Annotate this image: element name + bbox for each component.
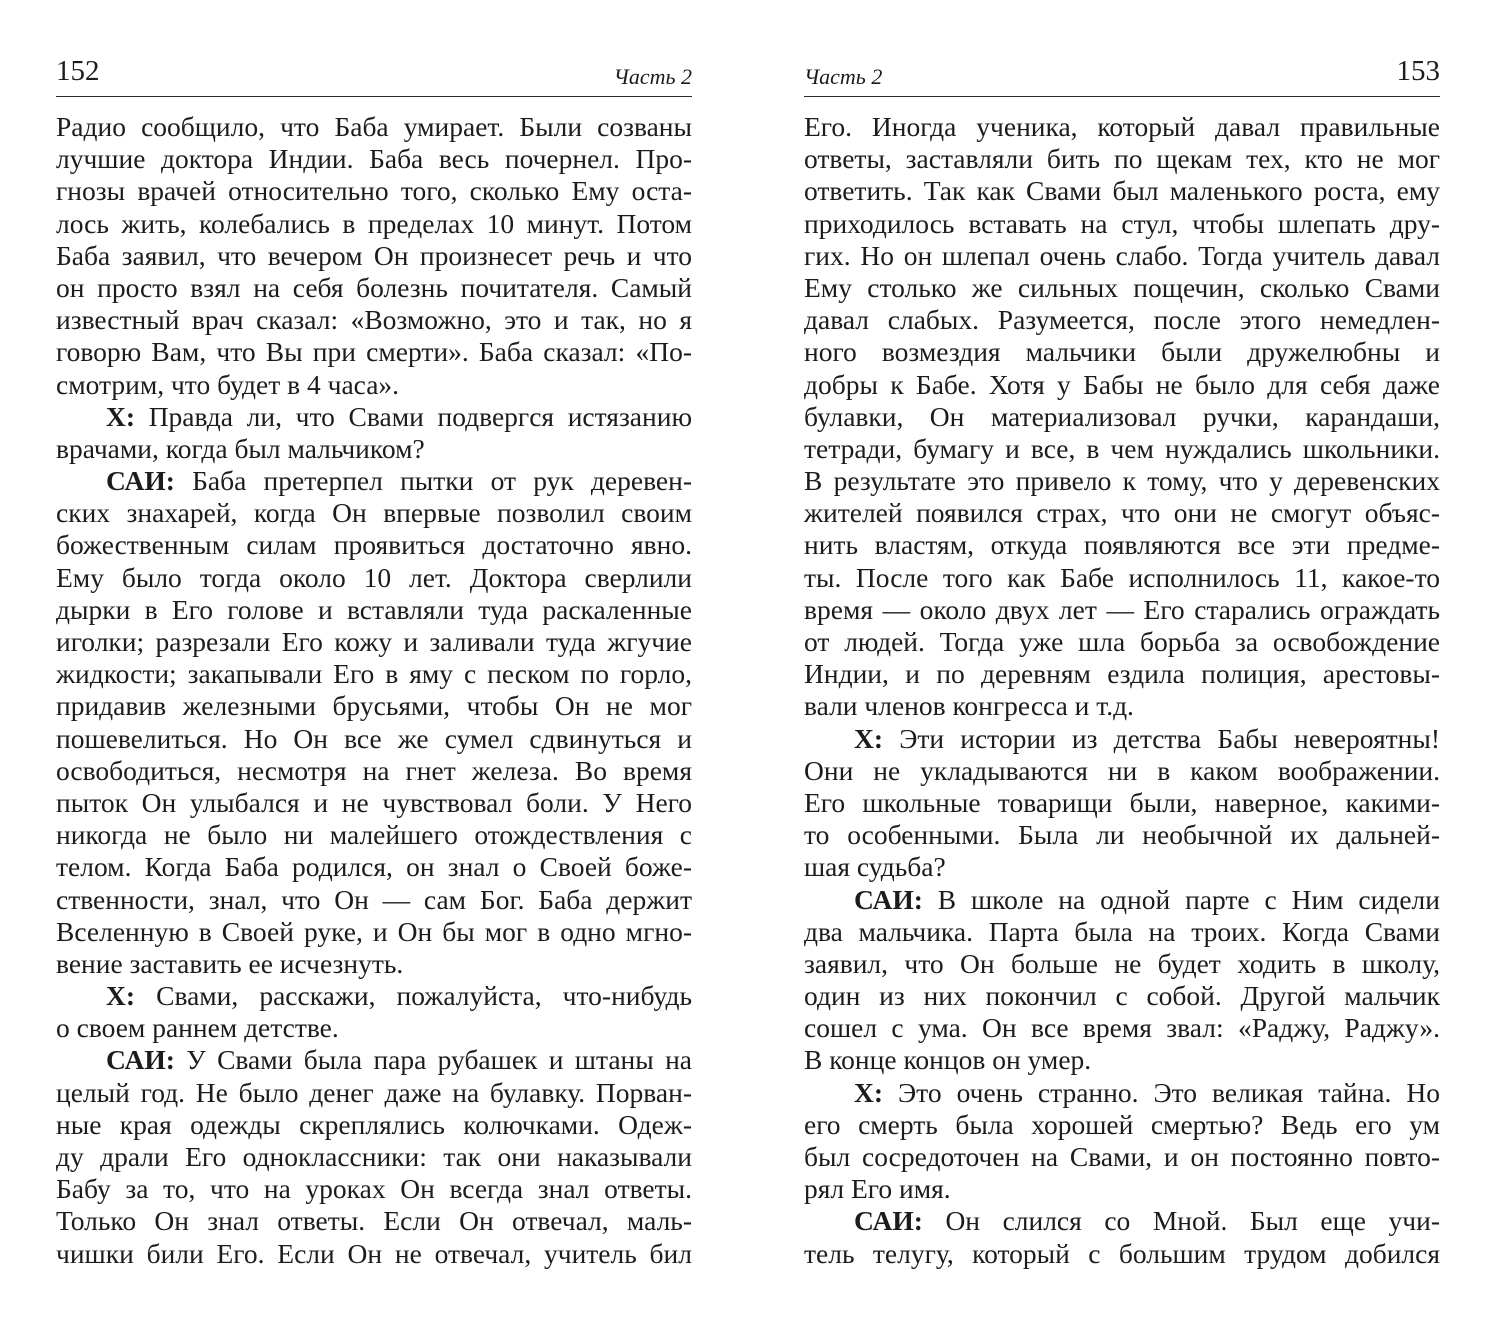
text-line <box>804 916 1440 948</box>
line-text: шая судьба? <box>804 851 946 883</box>
line-text: В конце концов он умер. <box>804 1044 1092 1076</box>
line-text: сошел с ума. Он все время звал: «Раджу, Раджу». <box>804 1012 1440 1044</box>
line-text: гих. Но он шлепал очень слабо. Тогда учитель давал <box>804 239 1440 271</box>
text-line <box>56 1173 692 1205</box>
line-text: булавки, Он материализовал ручки, карандаши, <box>804 400 1440 432</box>
speaker-label: САИ: <box>106 465 175 497</box>
line-text: ду драли Его одноклассники: так они наказывали <box>56 1141 692 1172</box>
line-text: его смерть была хорошей смертью? Ведь его ум <box>804 1108 1440 1140</box>
line-text: Он слился со Мной. Был еще учи- <box>922 1205 1440 1237</box>
line-text: два мальчика. Парта была на троих. Когда Свами <box>804 915 1440 947</box>
text-line <box>56 336 692 368</box>
line-text: давал слабых. Разумеется, после этого немедлен- <box>804 304 1440 336</box>
text-line <box>56 240 692 272</box>
line-text: лучшие доктора Индии. Баба весь почернел. Про- <box>56 143 692 175</box>
line-text: пыток Он улыбался и не чувствовал боли. У Него <box>56 786 692 818</box>
text-line <box>56 497 692 529</box>
text-line <box>56 401 692 433</box>
line-text: В школе на одной парте с Ним сидели <box>922 883 1440 915</box>
text-line <box>804 401 1440 433</box>
right-running-head <box>804 52 1440 97</box>
text-line <box>804 304 1440 336</box>
line-text: божественным силам проявиться достаточно явно. <box>56 529 692 561</box>
line-text: был сосредоточен на Свами, и он постоянно повто- <box>804 1141 1440 1172</box>
text-line <box>56 369 692 401</box>
text-line <box>804 819 1440 851</box>
text-line <box>56 690 692 722</box>
text-line <box>804 980 1440 1012</box>
text-line <box>56 948 692 980</box>
text-line <box>56 851 692 883</box>
speaker-label: Х: <box>106 980 136 1012</box>
line-text: У Свами была пара рубашек и штаны на <box>174 1044 692 1076</box>
line-text: Бабу за то, что на уроках Он всегда знал ответы. <box>56 1173 692 1205</box>
speaker-label: САИ: <box>854 1205 923 1237</box>
line-text: то особенными. Была ли необычной их дальней- <box>804 819 1440 851</box>
line-text: чишки били Его. Если Он не отвечал, учитель бил <box>56 1237 692 1269</box>
speaker-label: Х: <box>854 722 884 754</box>
text-line <box>804 690 1440 722</box>
speaker-label: САИ: <box>854 883 923 915</box>
text-line <box>56 755 692 787</box>
text-line <box>804 594 1440 626</box>
line-text: говорю Вам, что Вы при смерти». Баба сказал: «По- <box>56 336 692 368</box>
left-section-title: Часть 2 <box>613 64 692 89</box>
right-page <box>804 52 1440 1270</box>
text-line <box>56 626 692 658</box>
line-text: Эти истории из детства Бабы невероятны! <box>883 722 1440 754</box>
line-text: ответить. Так как Свами был маленького роста, ему <box>804 175 1440 207</box>
speaker-label: Х: <box>106 400 136 432</box>
line-text: ты. После того как Бабе исполнилось 11, какое-то <box>804 561 1440 593</box>
text-line <box>56 884 692 916</box>
line-text: Только Он знал ответы. Если Он отвечал, маль- <box>56 1205 692 1237</box>
line-text: тель телугу, который с большим трудом добился <box>804 1237 1440 1269</box>
text-line <box>804 1238 1440 1270</box>
text-line <box>56 1012 692 1044</box>
line-text: ственности, знал, что Он — сам Бог. Баба держит <box>56 883 692 915</box>
speaker-label: САИ: <box>106 1044 175 1076</box>
text-line <box>56 594 692 626</box>
line-text: никогда не было ни малейшего отождествления с <box>56 819 692 851</box>
right-body-text <box>804 111 1440 1270</box>
text-line <box>56 1109 692 1141</box>
text-line <box>56 1077 692 1109</box>
text-line <box>56 1044 692 1076</box>
line-text: гнозы врачей относительно того, сколько Ему оста- <box>56 175 692 207</box>
line-text: Вселенную в Своей руке, и Он бы мог в одно мгно- <box>56 915 692 947</box>
text-line <box>804 497 1440 529</box>
text-line <box>804 529 1440 561</box>
text-line <box>804 175 1440 207</box>
line-text: известный врач сказал: «Возможно, это и так, но я <box>56 304 692 336</box>
line-text: вали членов конгресса и т.д. <box>804 690 1134 722</box>
text-line <box>804 272 1440 304</box>
text-line <box>804 1141 1440 1173</box>
line-text: жителей появился страх, что они не смогут объяс- <box>804 497 1440 529</box>
line-text: ного возмездия мальчики были дружелюбны и <box>804 336 1440 368</box>
line-text: ответы, заставляли бить по щекам тех, кто не мог <box>804 143 1440 175</box>
line-text: ные края одежды скреплялись колючками. Одеж- <box>56 1108 692 1140</box>
left-body-text <box>56 111 692 1270</box>
line-text: рял Его имя. <box>804 1173 951 1205</box>
text-line <box>56 433 692 465</box>
line-text: он просто взял на себя болезнь почитателя. Самый <box>56 271 692 303</box>
text-line <box>804 111 1440 143</box>
right-section-title: Часть 2 <box>804 64 883 89</box>
line-text: освободиться, несмотря на гнет железа. Во время <box>56 754 692 786</box>
line-text: телом. Когда Баба родился, он знал о Своей боже- <box>56 851 692 883</box>
text-line <box>56 208 692 240</box>
text-line <box>56 916 692 948</box>
line-text: придавив железными брусьями, чтобы Он не мог <box>56 690 692 722</box>
line-text: Радио сообщило, что Баба умирает. Были созваны <box>56 111 692 142</box>
line-text: от людей. Тогда уже шла борьба за освобождение <box>804 626 1440 657</box>
line-text: жидкости; закапывали Его в яму с песком по горло, <box>56 658 692 690</box>
text-line <box>804 465 1440 497</box>
line-text: добры к Бабе. Хотя у Бабы не было для себя даже <box>804 368 1440 400</box>
text-line <box>804 1044 1440 1076</box>
line-text: В результате это привело к тому, что у деревенских <box>804 465 1440 497</box>
text-line <box>804 240 1440 272</box>
line-text: один из них покончил с собой. Другой мальчик <box>804 980 1440 1012</box>
text-line <box>56 980 692 1012</box>
text-line <box>804 884 1440 916</box>
text-line <box>804 1173 1440 1205</box>
line-text: Это очень странно. Это великая тайна. Но <box>883 1076 1440 1108</box>
line-text: лось жить, колебались в пределах 10 минут. Потом <box>56 207 692 239</box>
line-text: Ему было тогда около 10 лет. Доктора сверлили <box>56 561 692 593</box>
text-line <box>804 658 1440 690</box>
text-line <box>804 948 1440 980</box>
line-text: Свами, расскажи, пожалуйста, что-нибудь <box>135 980 692 1012</box>
line-text: иголки; разрезали Его кожу и заливали туда жгучие <box>56 626 692 657</box>
text-line <box>56 819 692 851</box>
text-line <box>56 658 692 690</box>
text-line <box>56 465 692 497</box>
line-text: Ему столько же сильных пощечин, сколько Свами <box>804 271 1440 303</box>
speaker-label: Х: <box>854 1076 884 1108</box>
line-text: тетради, бумагу и все, в чем нуждались школьники. <box>804 432 1440 464</box>
line-text: ских знахарей, когда Он впервые позволил своим <box>56 497 692 529</box>
line-text: время — около двух лет — Его старались ограждать <box>804 593 1440 625</box>
line-text: о своем раннем детстве. <box>56 1012 339 1044</box>
line-text: Индии, и по деревням ездила полиция, арестовы- <box>804 658 1440 690</box>
text-line <box>56 787 692 819</box>
left-page-number: 152 <box>56 55 100 87</box>
line-text: дырки в Его голове и вставляли туда раскаленные <box>56 593 692 625</box>
line-text: нить властям, откуда появляются все эти предме- <box>804 529 1440 561</box>
text-line <box>804 755 1440 787</box>
text-line <box>56 175 692 207</box>
text-line <box>804 1077 1440 1109</box>
text-line <box>56 111 692 143</box>
text-line <box>804 143 1440 175</box>
line-text: целый год. Не было денег даже на булавку. Порван- <box>56 1076 692 1108</box>
text-line <box>56 562 692 594</box>
text-line <box>804 1205 1440 1237</box>
text-line <box>56 272 692 304</box>
line-text: Его школьные товарищи были, наверное, какими- <box>804 786 1440 818</box>
text-line <box>804 208 1440 240</box>
left-running-head <box>56 52 692 97</box>
line-text: Они не укладываются ни в каком воображении. <box>804 754 1440 786</box>
line-text: Правда ли, что Свами подвергся истязанию <box>135 400 692 432</box>
text-line <box>56 304 692 336</box>
text-line <box>804 1012 1440 1044</box>
text-line <box>56 1141 692 1173</box>
text-line <box>804 1109 1440 1141</box>
text-line <box>56 143 692 175</box>
text-line <box>56 1238 692 1270</box>
right-page-number: 153 <box>1396 55 1440 87</box>
line-text: пошевелиться. Но Он все же сумел сдвинуться и <box>56 722 692 754</box>
text-line <box>56 1205 692 1237</box>
text-line <box>804 626 1440 658</box>
text-line <box>56 529 692 561</box>
line-text: вение заставить ее исчезнуть. <box>56 947 404 979</box>
text-line <box>804 787 1440 819</box>
line-text: приходилось вставать на стул, чтобы шлепать дру- <box>804 207 1440 239</box>
text-line <box>56 723 692 755</box>
text-line <box>804 336 1440 368</box>
text-line <box>804 369 1440 401</box>
line-text: смотрим, что будет в 4 часа». <box>56 368 400 400</box>
text-line <box>804 433 1440 465</box>
line-text: заявил, что Он больше не будет ходить в школу, <box>804 947 1440 979</box>
left-page <box>56 52 692 1270</box>
line-text: Баба заявил, что вечером Он произнесет речь и что <box>56 239 692 271</box>
line-text: врачами, когда был мальчиком? <box>56 432 425 464</box>
text-line <box>804 562 1440 594</box>
line-text: Его. Иногда ученика, который давал правильные <box>804 111 1440 142</box>
text-line <box>804 851 1440 883</box>
text-line <box>804 723 1440 755</box>
line-text: Баба претерпел пытки от рук деревен- <box>174 465 692 497</box>
